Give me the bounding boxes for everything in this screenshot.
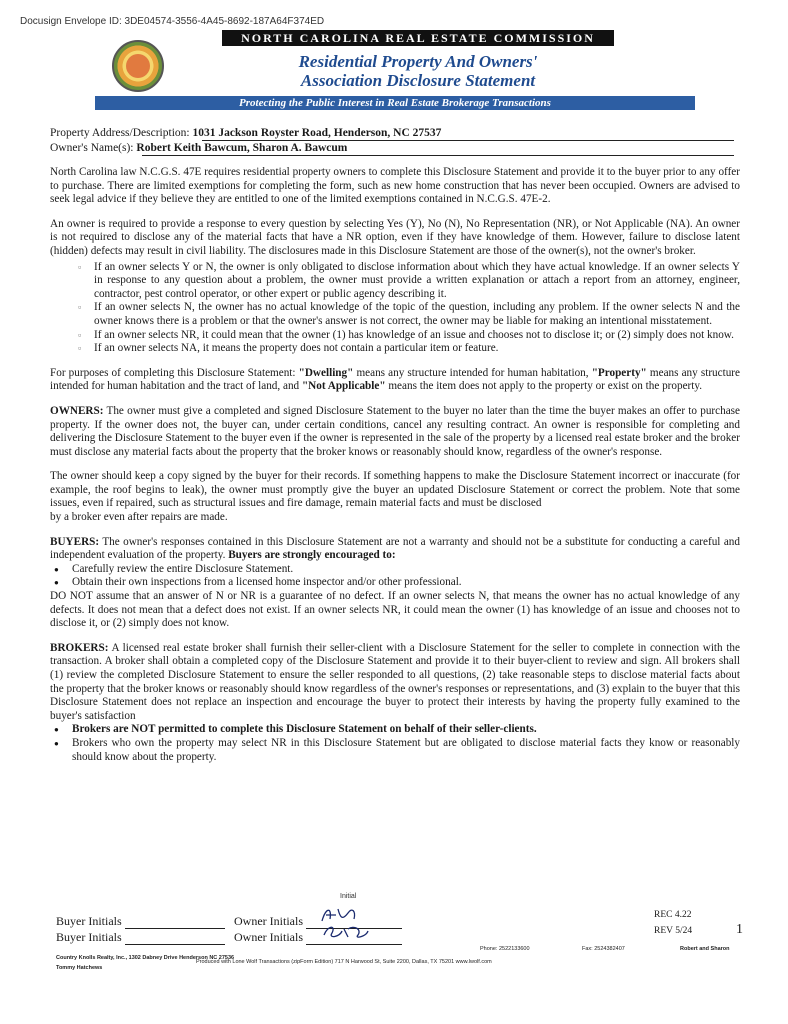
address-underline — [202, 140, 734, 141]
footer-fax: Fax: 2524382407 — [582, 946, 625, 952]
brokers-heading: BROKERS: — [50, 641, 109, 654]
owner-name-label: Owner's Name(s): — [50, 142, 134, 154]
bullet-na: ▫ If an owner selects NA, it means the property does not contain a particular item or feature. — [94, 342, 740, 356]
term-dwelling: "Dwelling" — [298, 366, 354, 379]
bullet-n: ▫ If an owner selects N, the owner has no actual knowledge of the topic of the question, including any problem. If the owner selects N and the owner knows there is a problem or that the owner's answer is not correct, the owner may be liable for making an intentional misstatement. — [94, 301, 740, 328]
bullet-nr: ▫ If an owner selects NR, it could mean that the owner (1) has knowledge of an issue and chooses not to disclose it; or (2) simply does not know. — [94, 329, 740, 343]
broker-bullet-own-property: ● Brokers who own the property may select NR in this Disclosure Statement but are obligated to disclose material facts they know or reasonably should know about the property. — [72, 737, 740, 764]
footer-names: Robert and Sharon — [680, 946, 730, 952]
footer-agent: Tommy Hatchews — [56, 965, 103, 971]
brokers-paragraph: BROKERS: A licensed real estate broker shall furnish their seller-client with a Disclosure Statement for the seller to complete in connection with the transaction. A broker shall obtain a completed copy of the Disclosure Statement and provide it to their buyer-client to review and sign. All brokers shall (1) review the completed Disclosure Statement to ensure the seller responded to all questions, (2) take reasonable steps to disclose material facts about the property that the broker knows or reasonably should know regardless of the owner's responses or representations, and (3) explain to the buyer that this Disclosure Statement does not replace an inspection and encourage the buyer to protect their interests by having the property fully examined to the buyer's satisfaction — [50, 641, 740, 722]
owner-initials-1[interactable]: Owner Initials — [234, 914, 402, 929]
buyers-paragraph: BUYERS: The owner's responses contained in this Disclosure Statement are not a warranty and should not be a substitute for conducting a careful and independent evaluation of the property. Buyers are strongly encouraged to: — [50, 535, 740, 562]
footer-office: Country Knolls Realty, Inc., 1302 Dabney Drive Henderson NC 27536 — [56, 955, 235, 961]
rec-number: REC 4.22 — [654, 910, 692, 920]
owner-copy-paragraph: The owner should keep a copy signed by the buyer for their records. If something happens to make the Disclosure Statement incorrect or inaccurate (for example, the roof begins to leak), the owner must promptly give the buyer an updated Disclosure Statement or correct the problem. Note that some issues, even if repaired, such as structural issues and fire damage, remain material facts and must be disclosed by a broker even after repairs are made. — [50, 470, 740, 524]
footer-produced: Produced with Lone Wolf Transactions (zipForm Edition) 717 N Harwood St, Suite 2200, Dallas, TX 75201 www.lwolf.com — [196, 959, 492, 965]
term-not-applicable: "Not Applicable" — [301, 380, 386, 393]
form-title-line2: Association Disclosure Statement — [300, 71, 536, 90]
form-title-line1: Residential Property And Owners' — [298, 52, 538, 71]
disclosure-body — [50, 166, 740, 764]
term-property: "Property" — [591, 366, 647, 379]
envelope-id: Docusign Envelope ID: 3DE04574-3556-4A45-8692-187A64F374ED — [20, 16, 325, 27]
buyer-bullet-review: ● Carefully review the entire Disclosure Statement. — [72, 563, 740, 577]
tagline: Protecting the Public Interest in Real Estate Brokerage Transactions — [95, 96, 695, 110]
no-guarantee-paragraph: DO NOT assume that an answer of N or NR is a guarantee of no defect. If an owner selects N, that means the owner has no actual knowledge of any defects. It does not mean that a defect does not exist. If an owner selects NR, it could mean the owner (1) has knowledge of an issue and chooses not to disclose it, or (2) simply does not know. — [50, 590, 740, 630]
property-address-row — [50, 127, 441, 139]
owner-underline — [142, 155, 734, 156]
commission-name: NORTH CAROLINA REAL ESTATE COMMISSION — [222, 30, 614, 46]
initial-stamp-label: Initial — [340, 893, 357, 900]
owner-name-row — [50, 142, 347, 154]
commission-seal-icon — [112, 40, 164, 92]
rev-date: REV 5/24 — [654, 926, 693, 936]
buyer-bullet-inspect: ● Obtain their own inspections from a licensed home inspector and/or other professional. — [72, 576, 740, 590]
broker-bullet-not-permitted: ● Brokers are NOT permitted to complete this Disclosure Statement on behalf of their seller-clients. — [72, 723, 740, 737]
intro-paragraph: North Carolina law N.C.G.S. 47E requires residential property owners to complete this Disclosure Statement and provide it to the buyer prior to any offer to purchase. There are limited exemptions for completing the form, such as new home construction that has never been occupied. Owners are advised to seek legal advice if they believe they are entitled to one of the limited exemptions contained in N.C.G.S. 47E-2. — [50, 166, 740, 206]
buyer-bullets — [50, 563, 740, 590]
buyer-initials-2[interactable]: Buyer Initials — [56, 930, 225, 945]
buyer-initials-1[interactable]: Buyer Initials — [56, 914, 225, 929]
buyers-heading: BUYERS: — [50, 535, 100, 548]
broker-bullets — [50, 723, 740, 764]
form-title — [222, 52, 614, 90]
owner-initials-2[interactable]: Owner Initials — [234, 930, 402, 945]
definitions-paragraph: For purposes of completing this Disclosure Statement: "Dwelling" means any structure intended for human habitation, "Property" means any structure intended for human habitation and the tract of land, and "Not Applicable" means the item does not apply to the property or exist on the property. — [50, 366, 741, 393]
footer-phone: Phone: 2522133600 — [480, 946, 530, 952]
handwritten-initials-icon — [318, 903, 372, 939]
property-address-value: 1031 Jackson Royster Road, Henderson, NC 27537 — [192, 127, 442, 139]
bullet-y-n: ▫ If an owner selects Y or N, the owner is only obligated to disclose information about which they have actual knowledge. If an owner selects Y in response to any question about a problem, the owner must provide a written explanation or attach a report from an attorney, engineer, contractor, pest control operator, or other expert or public agency describing it. — [94, 261, 740, 302]
response-bullets — [50, 261, 740, 356]
owners-paragraph: OWNERS: The owner must give a completed and signed Disclosure Statement to the buyer no later than the time the buyer makes an offer to purchase property. If the owner does not, the buyer can, under certain conditions, cancel any resulting contract. An owner is responsible for completing and delivering the Disclosure Statement to the buyer even if the owner is represented in the sale of the property by a licensed real estate broker and the broker must disclose any material facts about the property that the broker knows or reasonably should know, regardless of the owner's response. — [50, 404, 740, 458]
owners-heading: OWNERS: — [50, 404, 104, 417]
page-number: 1 — [736, 922, 743, 937]
owner-name-value: Robert Keith Bawcum, Sharon A. Bawcum — [136, 142, 348, 154]
property-address-label: Property Address/Description: — [50, 127, 190, 139]
response-paragraph: An owner is required to provide a response to every question by selecting Yes (Y), No (N), No Representation (NR), or Not Applicable (NA). An owner is not required to disclose any of the material facts that have a NR option, even if they have knowledge of them. However, failure to disclose latent (hidden) defects may result in civil liability. The disclosures made in this Disclosure Statement are those of the owner(s), not the owner's broker. — [50, 217, 740, 257]
